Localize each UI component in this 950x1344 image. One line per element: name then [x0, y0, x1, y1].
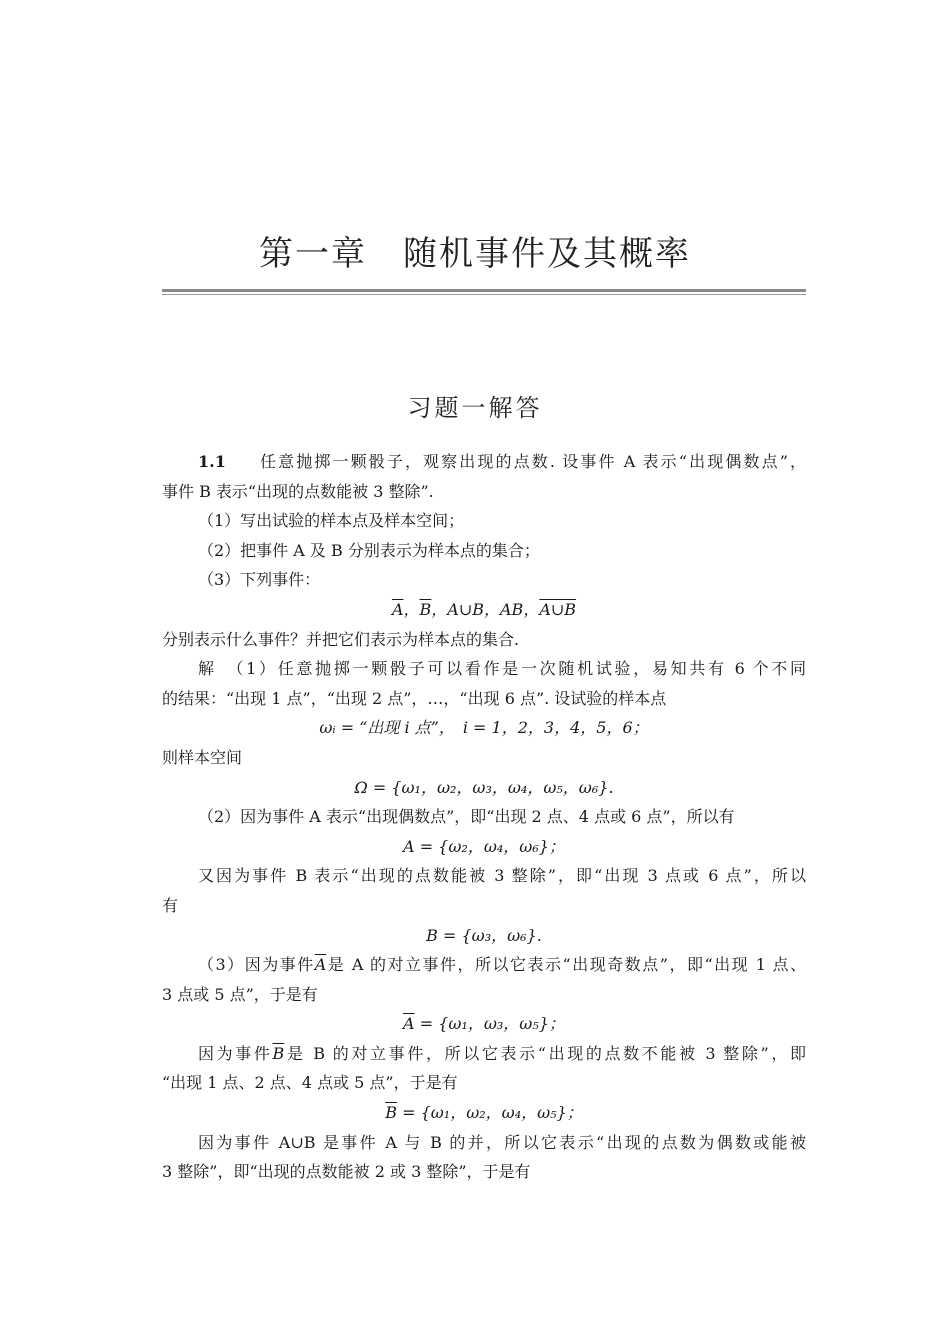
text-body	[162, 447, 806, 1187]
solution-line: 3 整除”，即“出现的点数能被 2 或 3 整除”，于是有	[162, 1162, 531, 1182]
solution-line: 因为事件 A∪B 是事件 A 与 B 的并，所以它表示“出现的点数为偶数或能被	[198, 1132, 806, 1152]
problem-statement-cont: 事件 B 表示“出现的点数能被 3 整除”.	[162, 481, 434, 501]
solution-line: “出现 1 点、2 点、4 点或 5 点”，于是有	[162, 1073, 458, 1093]
solution-text: 是 A 的对立事件，所以它表示“出现奇数点”，即“出现 1 点、	[326, 955, 807, 975]
problem-statement: 任意抛掷一颗骰子，观察出现的点数. 设事件 A 表示“出现偶数点”，	[257, 452, 806, 471]
chapter-rule-thin	[162, 294, 806, 295]
formula-rest: = {ω₁，ω₂，ω₄，ω₅}；	[396, 1103, 583, 1123]
question-2: （2）把事件 A 及 B 分别表示为样本点的集合；	[198, 540, 540, 560]
formula-mid: ，A∪B，AB，	[431, 599, 540, 619]
question-3: （3）下列事件：	[198, 570, 321, 590]
formula-set-b: B = {ω₃，ω₆}.	[426, 925, 542, 945]
formula-set-b-complement	[162, 1098, 806, 1128]
solution-text: 是 B 的对立事件，所以它表示“出现的点数不能被 3 整除”，即	[284, 1043, 806, 1063]
chapter-rule-thick	[162, 289, 806, 292]
solution-line: 3 点或 5 点”，于是有	[162, 984, 318, 1004]
solution-line	[162, 950, 806, 980]
solution-text: 因为事件	[198, 1043, 273, 1063]
formula-set-a-complement	[162, 1009, 806, 1039]
formula-aub-bar: A∪B	[539, 599, 577, 619]
solution-line: （2）因为事件 A 表示“出现偶数点”，即“出现 2 点、4 点或 6 点”，所以有	[198, 807, 735, 827]
event-list-formula	[162, 595, 806, 625]
b-bar: $\overline{B}$	[385, 1103, 397, 1123]
solution-line: 解 （1）任意抛掷一颗骰子可以看作是一次随机试验，易知共有 6 个不同	[198, 659, 806, 679]
formula-b-bar: $\overline{B}$	[419, 599, 432, 619]
chapter-title: 第一章 随机事件及其概率	[259, 234, 691, 274]
solution-text: （3）因为事件	[198, 955, 315, 975]
a-bar: $\overline{A}$	[314, 955, 327, 975]
solution-line: 有	[162, 895, 179, 915]
a-bar: $\overline{A}$	[403, 1014, 415, 1034]
formula-set-a: A = {ω₂，ω₄，ω₆}；	[403, 836, 565, 856]
formula-sample-point: ωᵢ = “出现 i 点”， i = 1，2，3，4，5，6；	[319, 718, 649, 738]
formula-a-bar: $\overline{A}$	[391, 599, 404, 619]
section-title: 习题一解答	[407, 394, 543, 422]
solution-line: 的结果：“出现 1 点”，“出现 2 点”，…，“出现 6 点”. 设试验的样本点	[162, 688, 667, 708]
formula-rest: = {ω₁，ω₃，ω₅}；	[414, 1014, 565, 1034]
question-1: （1）写出试验的样本点及样本空间；	[198, 511, 465, 531]
problem-line	[162, 447, 806, 477]
solution-line	[162, 1039, 806, 1069]
formula-sep: ，	[403, 599, 420, 619]
problem-number: 1.1	[198, 452, 226, 471]
b-bar: $\overline{B}$	[272, 1043, 285, 1063]
formula-sample-space: Ω = {ω₁，ω₂，ω₃，ω₄，ω₅，ω₆}.	[354, 777, 614, 797]
solution-line: 又因为事件 B 表示“出现的点数能被 3 整除”，即“出现 3 点或 6 点”，所以	[198, 866, 806, 886]
problem-statement-end: 分别表示什么事件？并把它们表示为样本点的集合.	[162, 629, 520, 649]
solution-line: 则样本空间	[162, 747, 243, 767]
